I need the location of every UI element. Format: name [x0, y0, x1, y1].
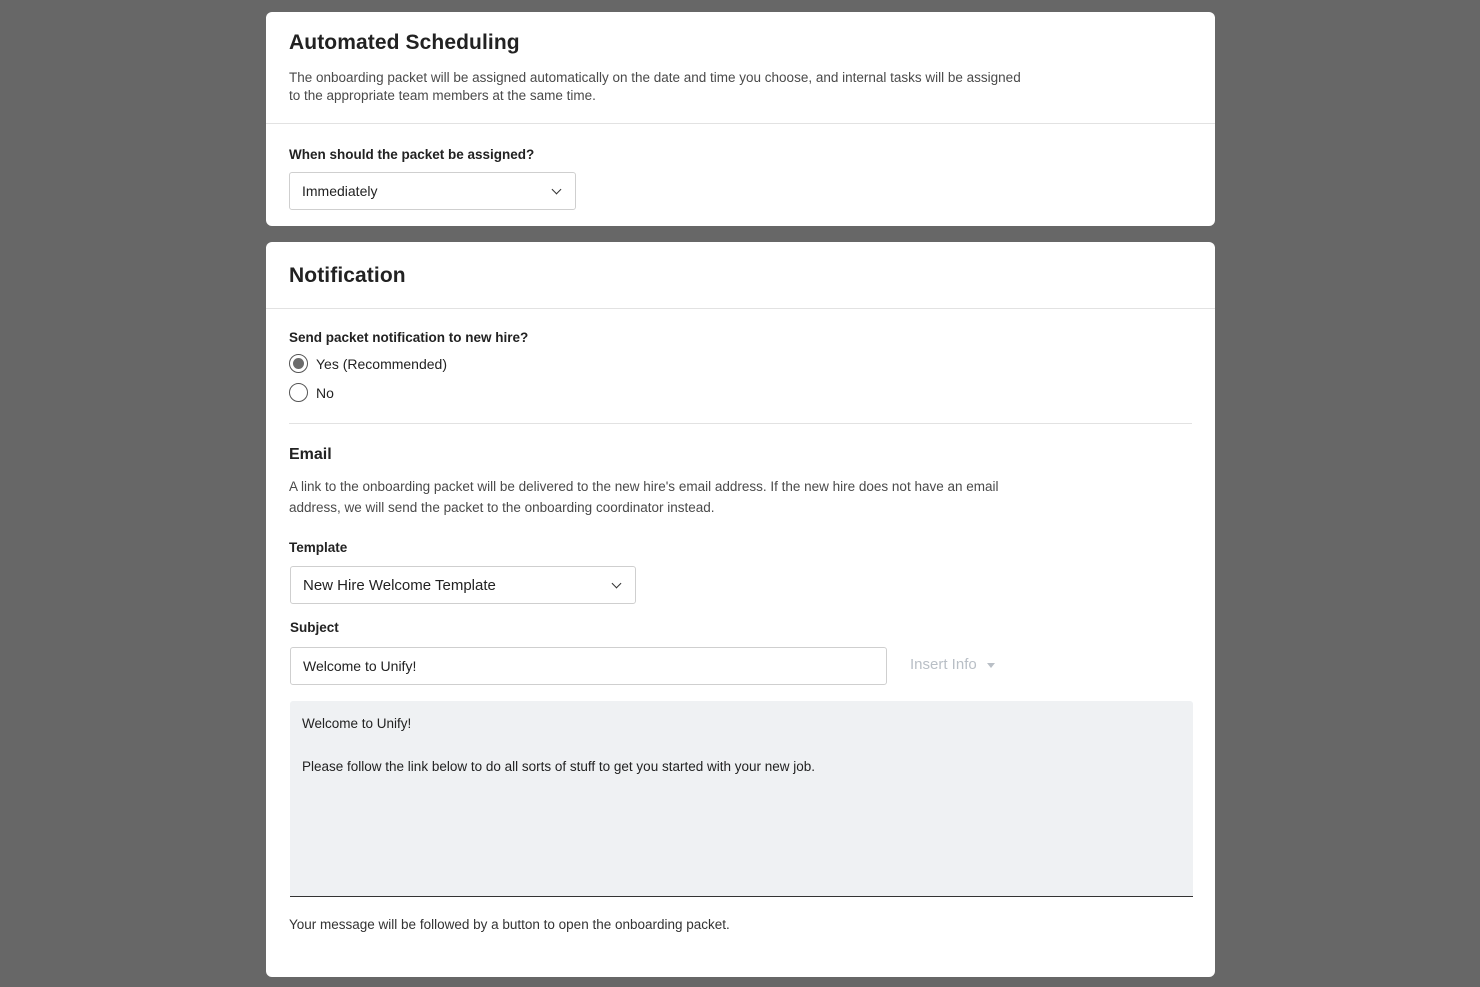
- caret-down-icon: [987, 663, 995, 668]
- scheduling-title: Automated Scheduling: [289, 31, 520, 54]
- template-value: New Hire Welcome Template: [303, 576, 496, 594]
- scheduling-card: [266, 12, 1215, 226]
- notification-card: [266, 242, 1215, 977]
- subject-label: Subject: [290, 620, 339, 635]
- section-divider: [289, 423, 1192, 424]
- radio-option-yes[interactable]: [289, 354, 447, 373]
- insert-info-button[interactable]: [910, 656, 995, 673]
- email-footnote: Your message will be followed by a button to open the onboarding packet.: [289, 917, 730, 932]
- email-title: Email: [289, 446, 332, 463]
- chevron-down-icon: [552, 186, 562, 196]
- when-assigned-value: Immediately: [302, 183, 378, 199]
- subject-input[interactable]: [290, 647, 887, 685]
- template-select[interactable]: [290, 566, 636, 604]
- notification-title: Notification: [289, 264, 406, 287]
- insert-info-label: Insert Info: [910, 656, 977, 673]
- radio-checked-icon[interactable]: [289, 354, 308, 373]
- subject-value: Welcome to Unify!: [303, 658, 417, 674]
- email-description: A link to the onboarding packet will be delivered to the new hire's email address. If the new hire does not have an email address, we will send the packet to the onboarding coordinator instead.: [289, 479, 999, 515]
- radio-no-label: No: [316, 384, 334, 401]
- radio-option-no[interactable]: [289, 383, 334, 402]
- template-label: Template: [289, 540, 348, 555]
- scheduling-description: The onboarding packet will be assigned automatically on the date and time you choose, and internal tasks will be assigned to the appropriate team members at the same time.: [289, 70, 1021, 103]
- send-notification-label: Send packet notification to new hire?: [289, 330, 529, 345]
- radio-unchecked-icon[interactable]: [289, 383, 308, 402]
- email-body-editor[interactable]: [290, 701, 1193, 897]
- scheduling-header: [266, 12, 1215, 124]
- email-body-line: Welcome to Unify!: [302, 716, 412, 731]
- radio-yes-label: Yes (Recommended): [316, 355, 447, 372]
- when-assigned-label: When should the packet be assigned?: [289, 147, 535, 162]
- when-assigned-select[interactable]: [289, 172, 576, 210]
- chevron-down-icon: [612, 580, 622, 590]
- email-body-line: Please follow the link below to do all sorts of stuff to get you started with your new job.: [302, 759, 816, 774]
- notification-header: [266, 242, 1215, 309]
